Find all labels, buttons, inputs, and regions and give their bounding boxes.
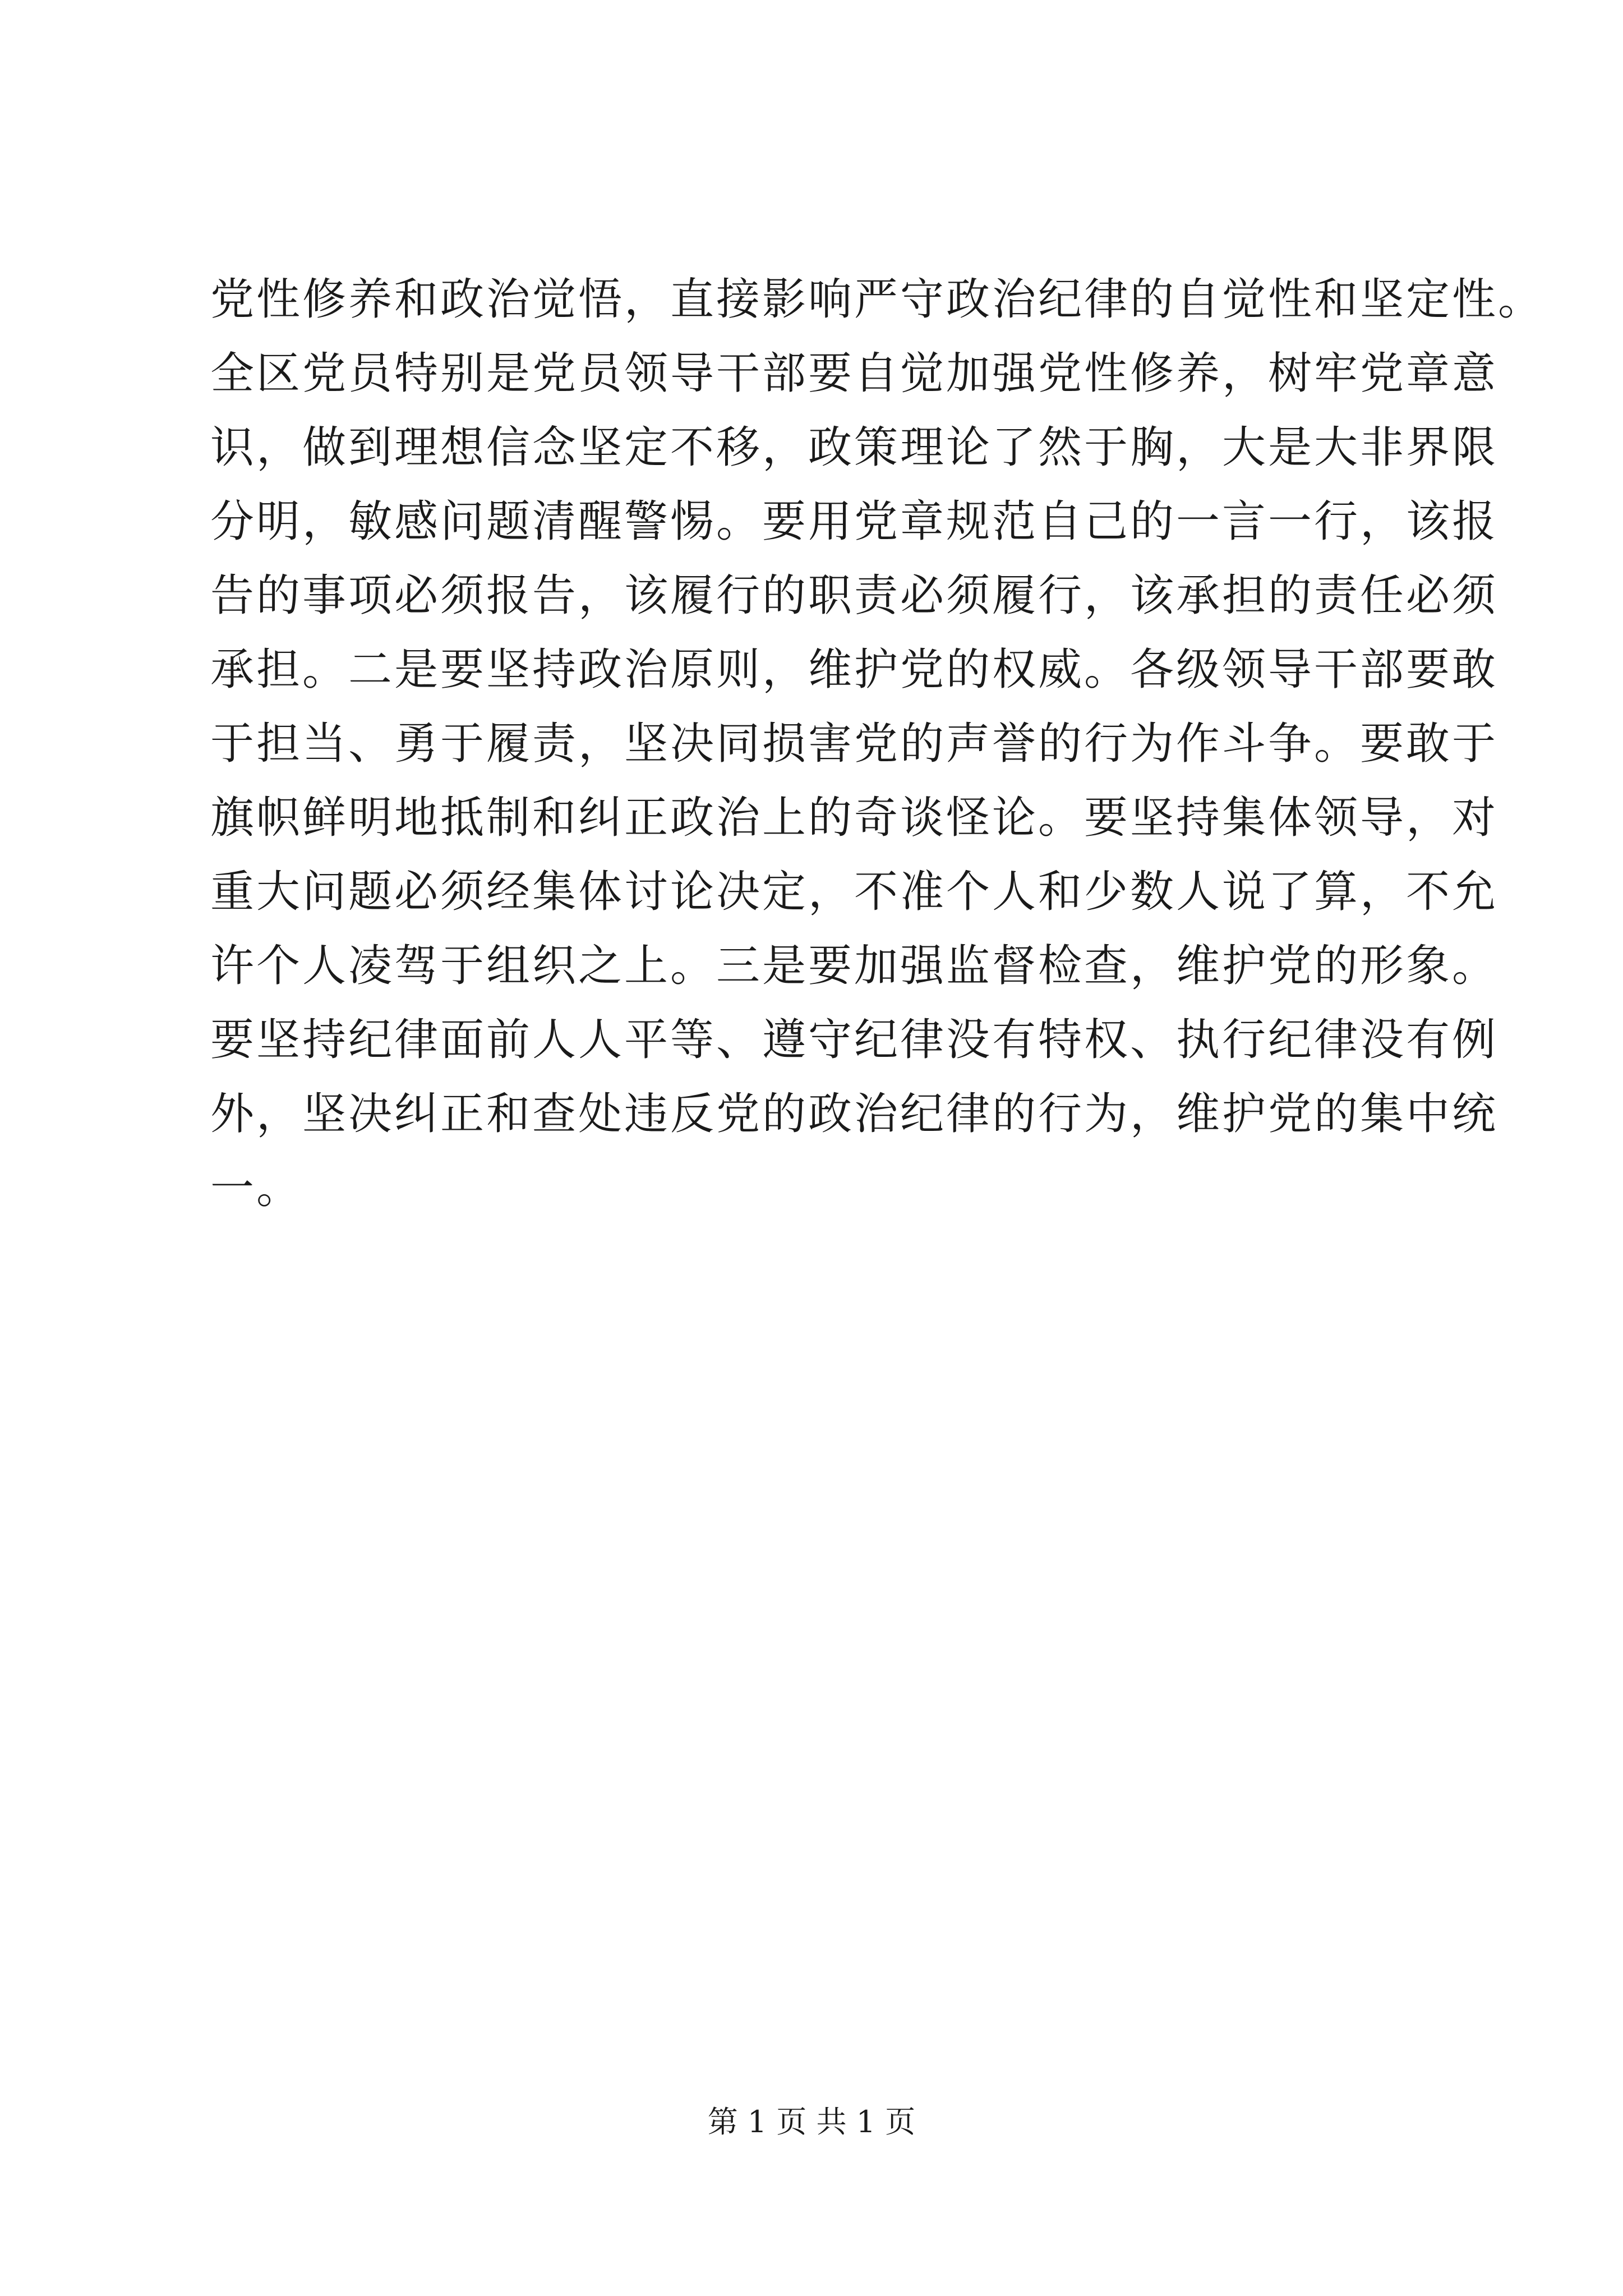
- text-line: 许个人凌驾于组织之上。三是要加强监督检查，维护党的形象。: [210, 941, 1498, 991]
- text-line: 全区党员特别是党员领导干部要自觉加强党性修养，树牢党章意: [210, 348, 1498, 399]
- text-line: 旗帜鲜明地抵制和纠正政治上的奇谈怪论。要坚持集体领导，对: [210, 793, 1498, 843]
- text-line: 党性修养和政治觉悟，直接影响严守政治纪律的自觉性和坚定性。: [210, 274, 1544, 325]
- page-number-footer: 第 1 页 共 1 页: [707, 2104, 916, 2139]
- text-line: 分明，敏感问题清醒警惕。要用党章规范自己的一言一行，该报: [210, 496, 1498, 547]
- text-line: 外，坚决纠正和查处违反党的政治纪律的行为，维护党的集中统: [210, 1089, 1498, 1139]
- text-line: 要坚持纪律面前人人平等、遵守纪律没有特权、执行纪律没有例: [210, 1015, 1498, 1065]
- text-line: 承担。二是要坚持政治原则，维护党的权威。各级领导干部要敢: [210, 645, 1498, 695]
- body-paragraph: [210, 263, 1544, 1225]
- text-line: 识，做到理想信念坚定不移，政策理论了然于胸，大是大非界限: [210, 422, 1498, 473]
- text-line: 重大问题必须经集体讨论决定，不准个人和少数人说了算，不允: [210, 867, 1498, 917]
- text-line: 于担当、勇于履责，坚决同损害党的声誉的行为作斗争。要敢于: [210, 719, 1498, 769]
- text-line: 告的事项必须报告，该履行的职责必须履行，该承担的责任必须: [210, 570, 1498, 621]
- text-line: 一。: [210, 1163, 303, 1213]
